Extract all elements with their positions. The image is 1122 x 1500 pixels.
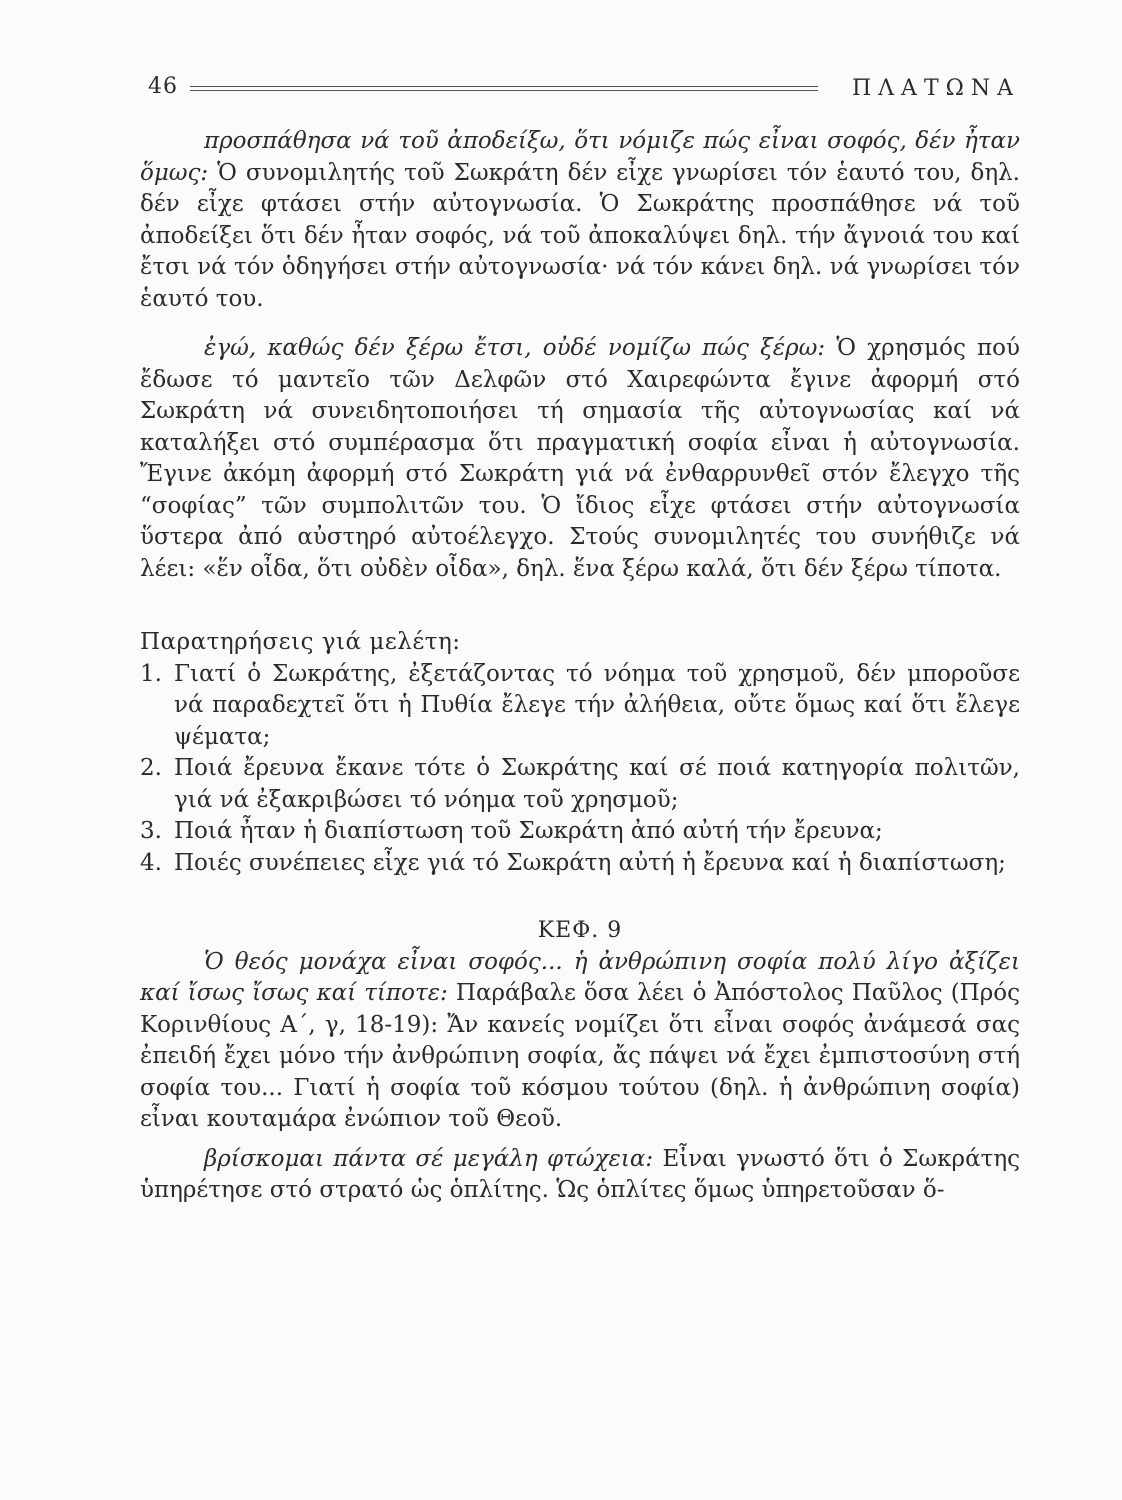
study-question [140,816,1020,848]
question-text: Γιατί ὁ Σωκράτης, ἐξετάζοντας τό νόημα τοῦ χρησμοῦ, δέν μποροῦσε νά παραδεχτεῖ ὅτι ἡ Πυθία ἔλεγε τήν ἀλήθεια, οὔτε ὅμως καί ὅτι ἔλεγε ψέματα; [174,660,1020,750]
lemma: ἐγώ, καθώς δέν ξέρω ἔτσι, οὐδέ νομίζω πώς ξέρω: [204,335,826,361]
header-rule [190,86,818,91]
question-number: 3. [140,818,162,844]
commentary-paragraph [140,947,1020,1136]
lemma: προσπάθησα νά τοῦ ἀποδείξω, ὅτι νόμιζε πώς εἶναι σοφός, δέν ἦταν ὅμως: [140,128,1020,186]
commentary-text: Ὁ συνομιλητής τοῦ Σωκράτη δέν εἶχε γνωρίσει τόν ἑαυτό του, δηλ. δέν εἶχε φτάσει στήν αὐτογνωσία. Ὁ Σωκράτης προσπάθησε νά τοῦ ἀποδείξει ὅτι δέν ἦταν σοφός, νά τοῦ ἀποκαλύψει δηλ. τήν ἄγνοιά του καί ἔτσι νά τόν ὁδηγήσει στήν αὐτογνωσία· νά τόν κάνει δηλ. νά γνωρίσει τόν ἑαυτό του. [140,159,1020,312]
study-question [140,659,1020,754]
page-header [148,72,1020,106]
commentary-text: Παράβαλε ὅσα λέει ὁ Ἀπόστολος Παῦλος (Πρός Κορινθίους Α΄, γ, 18-19): Ἄν κανείς νομίζει ὅτι εἶναι σοφός ἀνάμεσά σας ἐπειδή ἔχει μόνο τήν ἀνθρώπινη σοφία, ἄς πάψει νά ἔχει ἐμπιστοσύνη στή σοφία του... Γιατί ἡ σοφία τοῦ κόσμου τούτου (δηλ. ἡ ἀνθρώπινη σοφία) εἶναι κουταμάρα ἐνώπιον τοῦ Θεοῦ. [140,980,1020,1132]
running-title: ΠΛΑΤΩΝΑ [851,76,1020,101]
commentary-paragraph [140,333,1020,585]
question-text: Ποιά ἔρευνα ἔκανε τότε ὁ Σωκράτης καί σέ ποιά κατηγορία πολιτῶν, γιά νά ἐξακριβώσει τό νόημα τοῦ χρησμοῦ; [174,755,1020,813]
question-number: 2. [140,755,162,781]
commentary-text: Ὁ χρησμός πού ἔδωσε τό μαντεῖο τῶν Δελφῶν στό Χαιρεφώντα ἔγινε ἀφορμή στό Σωκράτη νά συνειδητοποιήσει τή σημασία τῆς αὐτογνωσίας καί νά καταλήξει στό συμπέρασμα ὅτι πραγματική σοφία εἶναι ἡ αὐτογνωσία. Ἔγινε ἀκόμη ἀφορμή στό Σωκράτη γιά νά ἐνθαρρυνθεῖ στόν ἔλεγχο τῆς “σοφίας” τῶν συμπολιτῶν του. Ὁ ἴδιος εἶχε φτάσει στήν αὐτογνωσία ὕστερα ἀπό αὐστηρό αὐτοέλεγχο. Στούς συνομιλητές του συνήθιζε νά λέει: «ἕν οἶδα, ὅτι οὐδὲν οἶδα», δηλ. ἕνα ξέρω καλά, ὅτι δέν ξέρω τίποτα. [140,335,1020,582]
study-notes-heading: Παρατηρήσεις γιά μελέτη: [140,629,461,655]
question-number: 1. [140,660,162,687]
question-number: 4. [140,849,162,876]
question-text: Ποιές συνέπειες εἶχε γιά τό Σωκράτη αὐτή ἡ ἔρευνα καί ἡ διαπίστωση; [174,849,1006,876]
page-number: 46 [148,74,178,99]
page-body [140,126,1020,1207]
commentary-paragraph [140,126,1020,315]
commentary-paragraph [140,1144,1020,1207]
lemma: Ὁ θεός μονάχα εἶναι σοφός... ἡ ἀνθρώπινη σοφία πολύ λίγο ἀξίζει καί ἴσως ἴσως καί τίποτε: [140,948,1020,1006]
study-question [140,753,1020,816]
chapter-heading: ΚΕΦ. 9 [537,918,623,943]
study-question [140,848,1020,880]
question-text: Ποιά ἦταν ἡ διαπίστωση τοῦ Σωκράτη ἀπό αὐτή τήν ἔρευνα; [174,818,883,844]
lemma: βρίσκομαι πάντα σέ μεγάλη φτώχεια: [204,1145,654,1172]
study-questions-list [140,659,1020,880]
commentary-text: Εἶναι γνωστό ὅτι ὁ Σωκράτης ὑπηρέτησε στό στρατό ὡς ὁπλίτης. Ὡς ὁπλίτες ὅμως ὑπηρετοῦσαν ὅ- [140,1145,1020,1203]
